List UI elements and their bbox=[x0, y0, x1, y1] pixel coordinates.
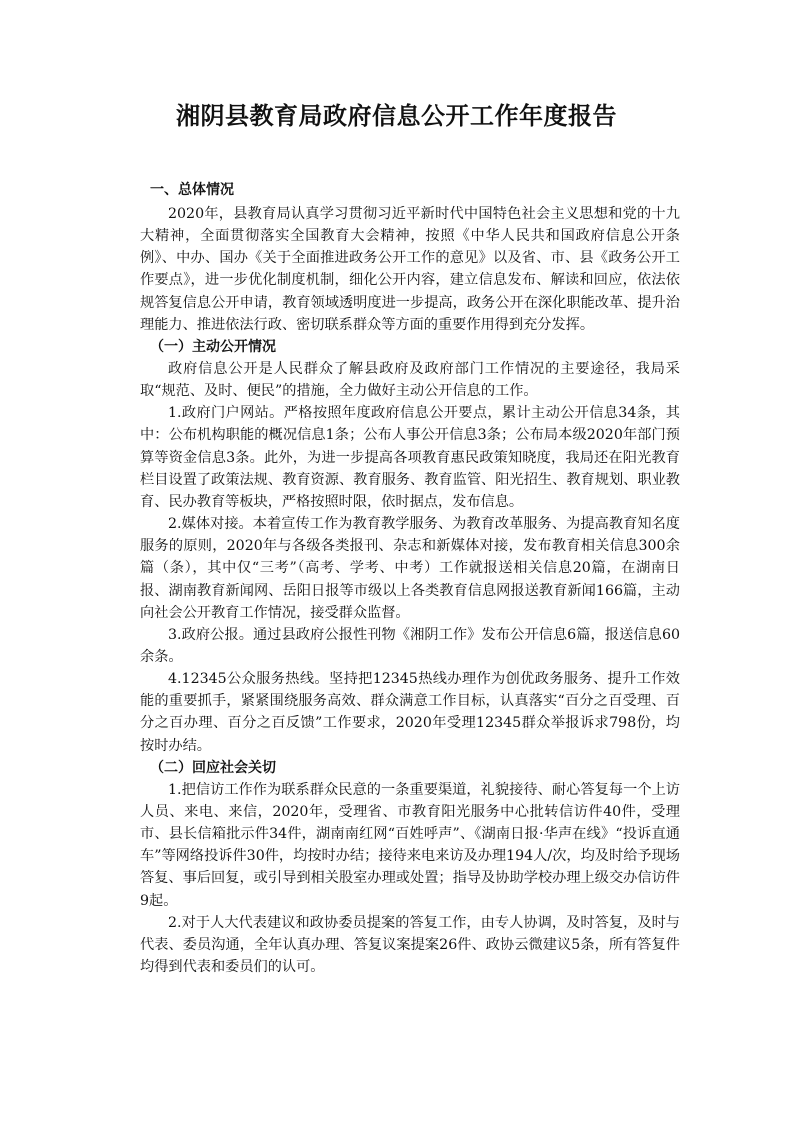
paragraph: 1.把信访工作作为联系群众民意的一条重要渠道，礼貌接待、耐心答复每一个上访人员、来电、来信，2020年，受理省、市教育阳光服务中心批转信访件40件，受理市、县长信箱批示件34件，湖南南红网“百姓呼声”、《湖南日报·华声在线》“投诉直通车”等网络投诉件30件，均按时办结；接待来电来访及办理194人/次，均及时给予现场答复、事后回复，或引导到相关股室办理或处置；指导及协助学校办理上级交办信访件9起。 bbox=[140, 781, 680, 909]
paragraph: 2020年，县教育局认真学习贯彻习近平新时代中国特色社会主义思想和党的十九大精神，全面贯彻落实全国教育大会精神，按照《中华人民共和国政府信息公开条例》、中办、国办《关于全面推进政务公开工作的意见》以及省、市、县《政务公开工作要点》，进一步优化制度机制，细化公开内容，建立信息发布、解读和回应，依法依规答复信息公开申请，教育领域透明度进一步提高，政务公开在深化职能改革、提升治理能力、推进依法行政、密切联系群众等方面的重要作用得到充分发挥。 bbox=[140, 206, 680, 333]
section-heading-overview: 一、总体情况 bbox=[150, 182, 234, 198]
paragraph: 4.12345公众服务热线。坚持把12345热线办理作为创优政务服务、提升工作效能的重要抓手，紧紧围绕服务高效、群众满意工作目标，认真落实“百分之百受理、百分之百办理、百分之百反馈”工作要求，2020年受理12345群众举报诉求798份，均按时办结。 bbox=[140, 671, 680, 754]
subsection-heading-public-response: （二）回应社会关切 bbox=[150, 759, 276, 776]
paragraph: 2.对于人大代表建议和政协委员提案的答复工作，由专人协调，及时答复，及时与代表、委员沟通，全年认真办理、答复议案提案26件、政协云微建议5条，所有答复件均得到代表和委员们的认可。 bbox=[140, 914, 680, 975]
paragraph: 3.政府公报。通过县政府公报性刊物《湘阴工作》发布公开信息6篇，报送信息60余条。 bbox=[140, 626, 680, 665]
paragraph: 2.媒体对接。本着宣传工作为教育教学服务、为教育改革服务、为提高教育知名度服务的原则，2020年与各级各类报刊、杂志和新媒体对接，发布教育相关信息300余篇（条），其中仅“三考”（高考、学考、中考）工作就报送相关信息20篇，在湖南日报、湖南教育新闻网、岳阳日报等市级以上各类教育信息网报送教育新闻166篇，主动向社会公开教育工作情况，接受群众监督。 bbox=[140, 516, 680, 621]
paragraph: 政府信息公开是人民群众了解县政府及政府部门工作情况的主要途径，我局采取“规范、及时、便民”的措施，全力做好主动公开信息的工作。 bbox=[140, 360, 680, 400]
document-body bbox=[140, 177, 680, 978]
paragraph: 1.政府门户网站。严格按照年度政府信息公开要点，累计主动公开信息34条，其中：公布机构职能的概况信息1条；公布人事公开信息3条；公布局本级2020年部门预算等资金信息3条。此外，为进一步提高各项教育惠民政策知晓度，我局还在阳光教育栏目设置了政策法规、教育资源、教育服务、教育监管、阳光招生、教育规划、职业教育、民办教育等板块，严格按照时限，依时据点，发布信息。 bbox=[140, 405, 680, 510]
subsection-heading-active-disclosure: （一）主动公开情况 bbox=[150, 338, 276, 355]
document-title: 湘阴县教育局政府信息公开工作年度报告 bbox=[176, 102, 617, 130]
